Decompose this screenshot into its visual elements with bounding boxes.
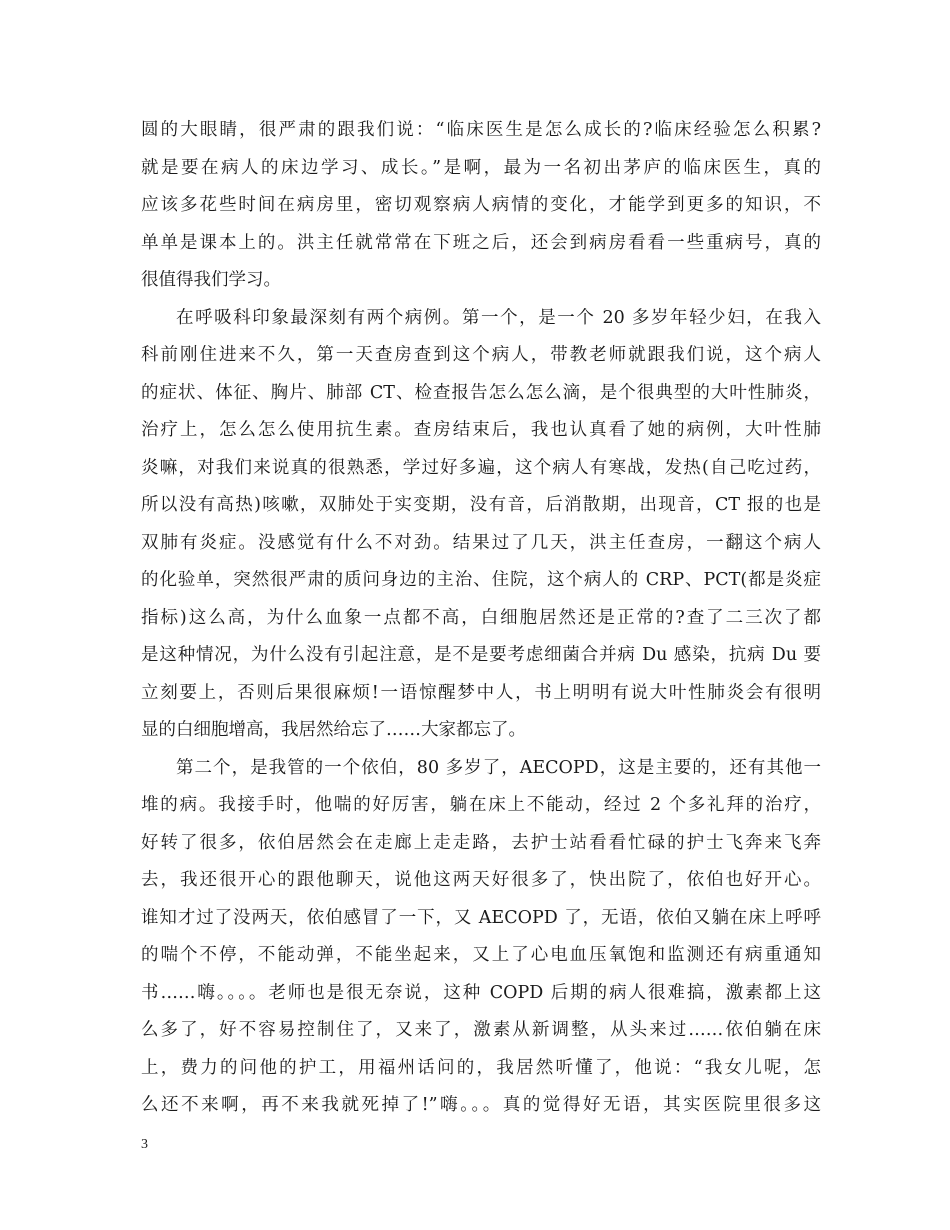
text-line: 的化验单，突然很严肃的质问身边的主治、住院，这个病人的 CRP、PCT(都是炎症 [141, 570, 821, 590]
text-line: 很值得我们学习。 [141, 270, 281, 290]
text-line: 科前刚住进来不久，第一天查房查到这个病人，带教老师就跟我们说，这个病人 [141, 345, 821, 365]
text-line: 指标)这么高，为什么血象一点都不高，白细胞居然还是正常的?查了二三次了都 [141, 607, 821, 628]
text-line: 炎嘛，对我们来说真的很熟悉，学过好多遍，这个病人有寒战，发热(自己吃过药， [141, 457, 821, 478]
text-line: 在呼吸科印象最深刻有两个病例。第一个，是一个 20 多岁年轻少妇，在我入 [176, 307, 821, 328]
text-line: 么还不来啊，再不来我就死掉了!”嗨。。。真的觉得好无语，其实医院里很多这 [141, 1095, 821, 1115]
text-line: 么多了，好不容易控制住了，又来了，激素从新调整，从头来过……依伯躺在床 [141, 1020, 821, 1040]
body-text [141, 112, 821, 1125]
page-number: 3 [141, 1137, 148, 1152]
text-line: 所以没有高热)咳嗽，双肺处于实变期，没有音，后消散期，出现音，CT 报的也是 [141, 495, 821, 515]
text-line: 的症状、体征、胸片、肺部 CT、检查报告怎么怎么滴，是个很典型的大叶性肺炎， [141, 382, 821, 403]
text-line: 是这种情况，为什么没有引起注意，是不是要考虑细菌合并病 Du 感染，抗病 Du 要 [141, 645, 821, 665]
text-line: 第二个，是我管的一个依伯，80 多岁了，AECOPD，这是主要的，还有其他一 [176, 757, 821, 778]
text-line: 堆的病。我接手时，他喘的好厉害，躺在床上不能动，经过 2 个多礼拜的治疗， [141, 795, 821, 815]
text-line: 圆的大眼睛，很严肃的跟我们说：“临床医生是怎么成长的?临床经验怎么积累? [141, 120, 821, 140]
text-line: 单单是课本上的。洪主任就常常在下班之后，还会到病房看看一些重病号，真的 [141, 232, 821, 253]
text-line: 上，费力的问他的护工，用福州话问的，我居然听懂了，他说：“我女儿呢，怎 [141, 1057, 821, 1078]
text-line: 的喘个不停，不能动弹，不能坐起来，又上了心电血压氧饱和监测还有病重通知 [141, 945, 821, 965]
text-line: 谁知才过了没两天，依伯感冒了一下，又 AECOPD 了，无语，依伯又躺在床上呼呼 [141, 907, 821, 928]
text-line: 书……嗨。。。。老师也是很无奈说，这种 COPD 后期的病人很难搞，激素都上这 [141, 982, 821, 1003]
text-line: 去，我还很开心的跟他聊天，说他这两天好很多了，快出院了，依伯也好开心。 [141, 870, 821, 890]
text-line: 就是要在病人的床边学习、成长。”是啊，最为一名初出茅庐的临床医生，真的 [141, 157, 821, 178]
text-line: 双肺有炎症。没感觉有什么不对劲。结果过了几天，洪主任查房，一翻这个病人 [141, 532, 821, 553]
text-line: 显的白细胞增高，我居然给忘了……大家都忘了。 [141, 720, 526, 740]
text-line: 立刻要上，否则后果很麻烦!一语惊醒梦中人，书上明明有说大叶性肺炎会有很明 [141, 682, 821, 703]
text-line: 应该多花些时间在病房里，密切观察病人病情的变化，才能学到更多的知识，不 [141, 195, 821, 215]
text-line: 治疗上，怎么怎么使用抗生素。查房结束后，我也认真看了她的病例，大叶性肺 [141, 420, 821, 440]
text-line: 好转了很多，依伯居然会在走廊上走走路，去护士站看看忙碌的护士飞奔来飞奔 [141, 832, 821, 853]
